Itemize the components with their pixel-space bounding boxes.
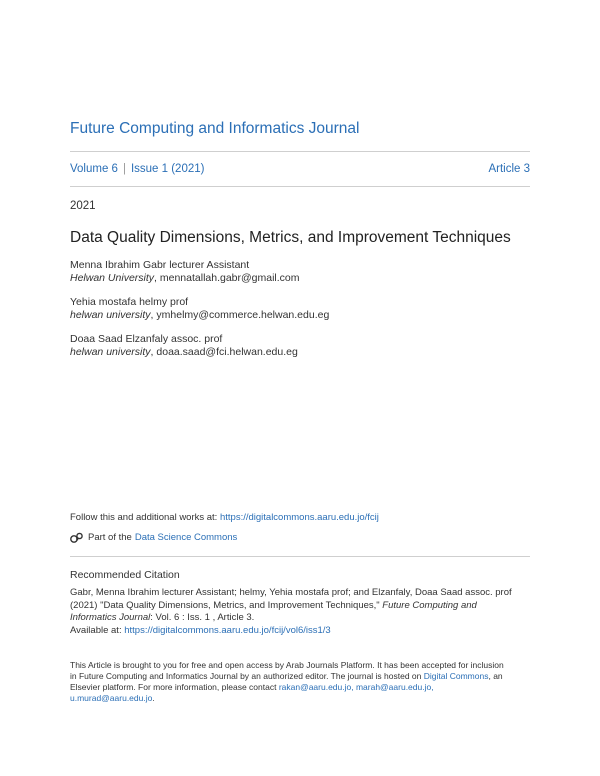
volume-link[interactable]: Volume 6 bbox=[70, 163, 118, 175]
citation-title: (2021) "Data Quality Dimensions, Metrics, and Improvement Techniques," bbox=[70, 599, 383, 611]
citation-authors: Gabr, Menna Ibrahim lecturer Assistant; helmy, Yehia mostafa prof; and Elzanfaly, Doaa Saad assoc. prof bbox=[70, 587, 512, 598]
author-details: Helwan University, mennatallah.gabr@gmail.com bbox=[70, 272, 300, 284]
author-block bbox=[70, 296, 329, 322]
citation-available-line bbox=[70, 625, 530, 638]
citation-journal-cont: Informatics Journal bbox=[70, 612, 151, 623]
access-notice bbox=[70, 660, 510, 704]
author-affiliation: helwan university bbox=[70, 346, 151, 358]
article-link[interactable]: Article 3 bbox=[488, 163, 530, 175]
divider-top bbox=[70, 151, 530, 152]
citation-volume: : Vol. 6 : Iss. 1 , Article 3. bbox=[150, 612, 255, 623]
follow-link[interactable]: https://digitalcommons.aaru.edu.jo/fcij bbox=[219, 512, 379, 523]
divider-issue bbox=[70, 186, 530, 187]
author-email[interactable]: doaa.saad@fci.helwan.edu.eg bbox=[156, 346, 298, 358]
author-name: Doaa Saad Elzanfaly assoc. prof bbox=[70, 333, 223, 345]
part-of-line bbox=[70, 532, 237, 545]
author-affiliation: helwan university bbox=[70, 309, 151, 321]
citation-title-line bbox=[70, 600, 530, 613]
author-email[interactable]: ymhelmy@commerce.helwan.edu.eg bbox=[156, 309, 330, 321]
citation-text bbox=[70, 587, 530, 637]
follow-text: Follow this and additional works at: bbox=[70, 512, 220, 523]
journal-title[interactable]: Future Computing and Informatics Journal bbox=[70, 120, 360, 137]
paper-title: Data Quality Dimensions, Metrics, and Improvement Techniques bbox=[70, 229, 511, 246]
author-name: Menna Ibrahim Gabr lecturer Assistant bbox=[70, 259, 250, 271]
divider-citation bbox=[70, 556, 530, 557]
notice-text: This Article is brought to you for free and open access by Arab Journals Platform. It has been accepted for inclusion in Future Computing and Informatics Journal by an authorized editor. The journal is hosted on bbox=[70, 660, 504, 681]
publication-year: 2021 bbox=[70, 200, 96, 212]
follow-line bbox=[70, 512, 379, 525]
author-name: Yehia mostafa helmy prof bbox=[70, 296, 189, 308]
open-access-icon bbox=[70, 532, 84, 544]
author-email[interactable]: mennatallah.gabr@gmail.com bbox=[159, 272, 300, 284]
data-science-commons-link[interactable]: Data Science Commons bbox=[134, 532, 238, 543]
citation-heading: Recommended Citation bbox=[70, 569, 180, 581]
author-block bbox=[70, 333, 298, 359]
author-details: helwan university, doaa.saad@fci.helwan.edu.eg bbox=[70, 346, 298, 358]
author-affiliation: Helwan University bbox=[70, 272, 155, 284]
part-of-prefix: Part of the bbox=[88, 532, 132, 543]
separator: | bbox=[122, 163, 126, 175]
digital-commons-link[interactable]: Digital Commons bbox=[423, 671, 489, 681]
contact-emails-link[interactable]: rakan@aaru.edu.jo, marah@aaru.edu.jo, u.murad@aaru.edu.jo bbox=[70, 682, 434, 703]
citation-url-link[interactable]: https://digitalcommons.aaru.edu.jo/fcij/vol6/iss1/3 bbox=[124, 624, 331, 636]
available-label: Available at: bbox=[70, 624, 125, 636]
author-details: helwan university, ymhelmy@commerce.helwan.edu.eg bbox=[70, 309, 330, 321]
notice-end: . bbox=[152, 693, 155, 703]
citation-volume-line bbox=[70, 612, 530, 625]
notice-text-cont: , an Elsevier platform. For more information, please contact bbox=[70, 671, 503, 692]
citation-journal: Future Computing and bbox=[382, 599, 477, 611]
issue-link[interactable]: Issue 1 (2021) bbox=[130, 163, 205, 175]
author-block bbox=[70, 259, 300, 285]
issue-row bbox=[70, 163, 530, 175]
